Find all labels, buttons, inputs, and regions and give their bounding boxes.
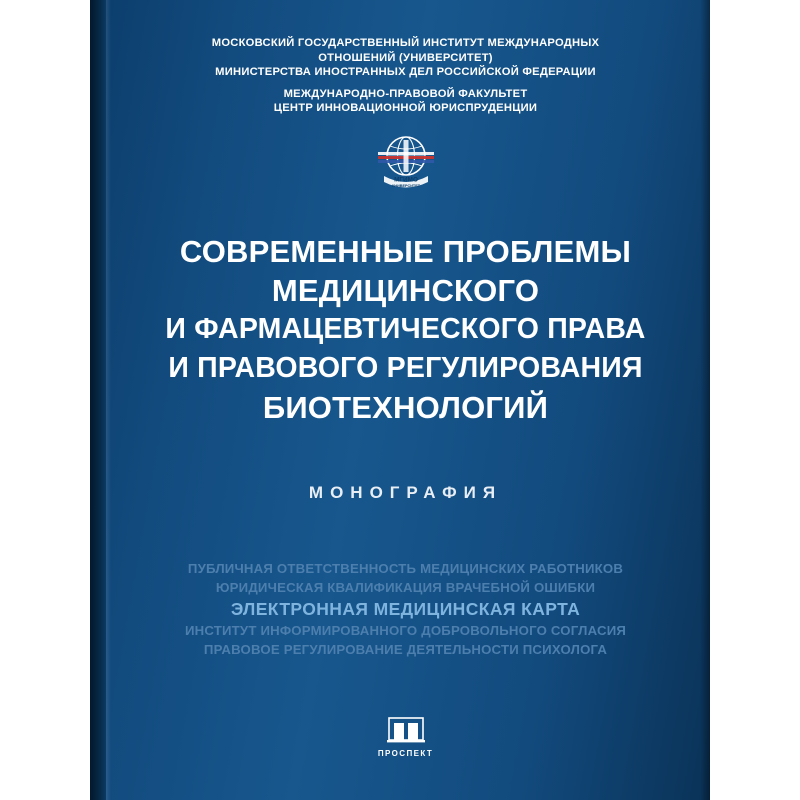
title-line-3: И ФАРМАЦЕВТИЧЕСКОГО ПРАВА: [165, 312, 646, 345]
institution-line-4: МЕЖДУНАРОДНО-ПРАВОВОЙ ФАКУЛЬТЕТ: [283, 87, 528, 100]
title-line-1: СОВРЕМЕННЫЕ ПРОБЛЕМЫ: [179, 233, 632, 269]
topic-item-3: ЭЛЕКТРОННАЯ МЕДИЦИНСКАЯ КАРТА: [230, 598, 581, 619]
book-cover: [90, 0, 710, 800]
title-line-5: БИОТЕХНОЛОГИЙ: [262, 389, 549, 425]
emblem-container: [111, 130, 700, 192]
cover-content: [111, 0, 700, 800]
institution-line-3: МИНИСТЕРСТВА ИНОСТРАННЫХ ДЕЛ РОССИЙСКОЙ ФЕДЕРАЦИИ: [215, 66, 596, 79]
emblem-text-top: МГИМО: [393, 176, 418, 184]
institution-line-5: ЦЕНТР ИННОВАЦИОННОЙ ЮРИСПРУДЕНЦИИ: [273, 102, 538, 115]
topic-item-4: ИНСТИТУТ ИНФОРМИРОВАННОГО ДОБРОВОЛЬНОГО СОГЛАСИЯ: [184, 622, 627, 638]
title-line-4: И ПРАВОВОГО РЕГУЛИРОВАНИЯ: [168, 351, 643, 384]
institution-line-2: ОТНОШЕНИЙ (УНИВЕРСИТЕТ): [318, 51, 493, 64]
title-line-2: МЕДИЦИНСКОГО: [271, 272, 540, 308]
cover-right-shadow: [700, 0, 710, 800]
publisher-block: [111, 714, 700, 758]
institution-line-1: МОСКОВСКИЙ ГОСУДАРСТВЕННЫЙ ИНСТИТУТ МЕЖДУНАРОДНЫХ: [211, 37, 600, 49]
institution-block: [111, 36, 700, 116]
cover-spine: [90, 0, 106, 800]
topic-item-1: ПУБЛИЧНАЯ ОТВЕТСТВЕННОСТЬ МЕДИЦИНСКИХ РАБОТНИКОВ: [187, 560, 624, 576]
emblem-text-bottom: УНИВЕРСИТЕТ: [391, 183, 420, 188]
topics-list: [111, 559, 700, 659]
topic-item-5: ПРАВОВОЕ РЕГУЛИРОВАНИЕ ДЕЯТЕЛЬНОСТИ ПСИХОЛОГА: [203, 641, 608, 657]
page-title: [111, 232, 700, 427]
mgimo-emblem-icon: [370, 130, 442, 192]
publisher-name: ПРОСПЕКТ: [377, 749, 434, 758]
subtitle: МОНОГРАФИЯ: [308, 482, 503, 502]
topic-item-2: ЮРИДИЧЕСКАЯ КВАЛИФИКАЦИЯ ВРАЧЕБНОЙ ОШИБКИ: [215, 579, 596, 595]
gate-icon: [387, 714, 425, 744]
